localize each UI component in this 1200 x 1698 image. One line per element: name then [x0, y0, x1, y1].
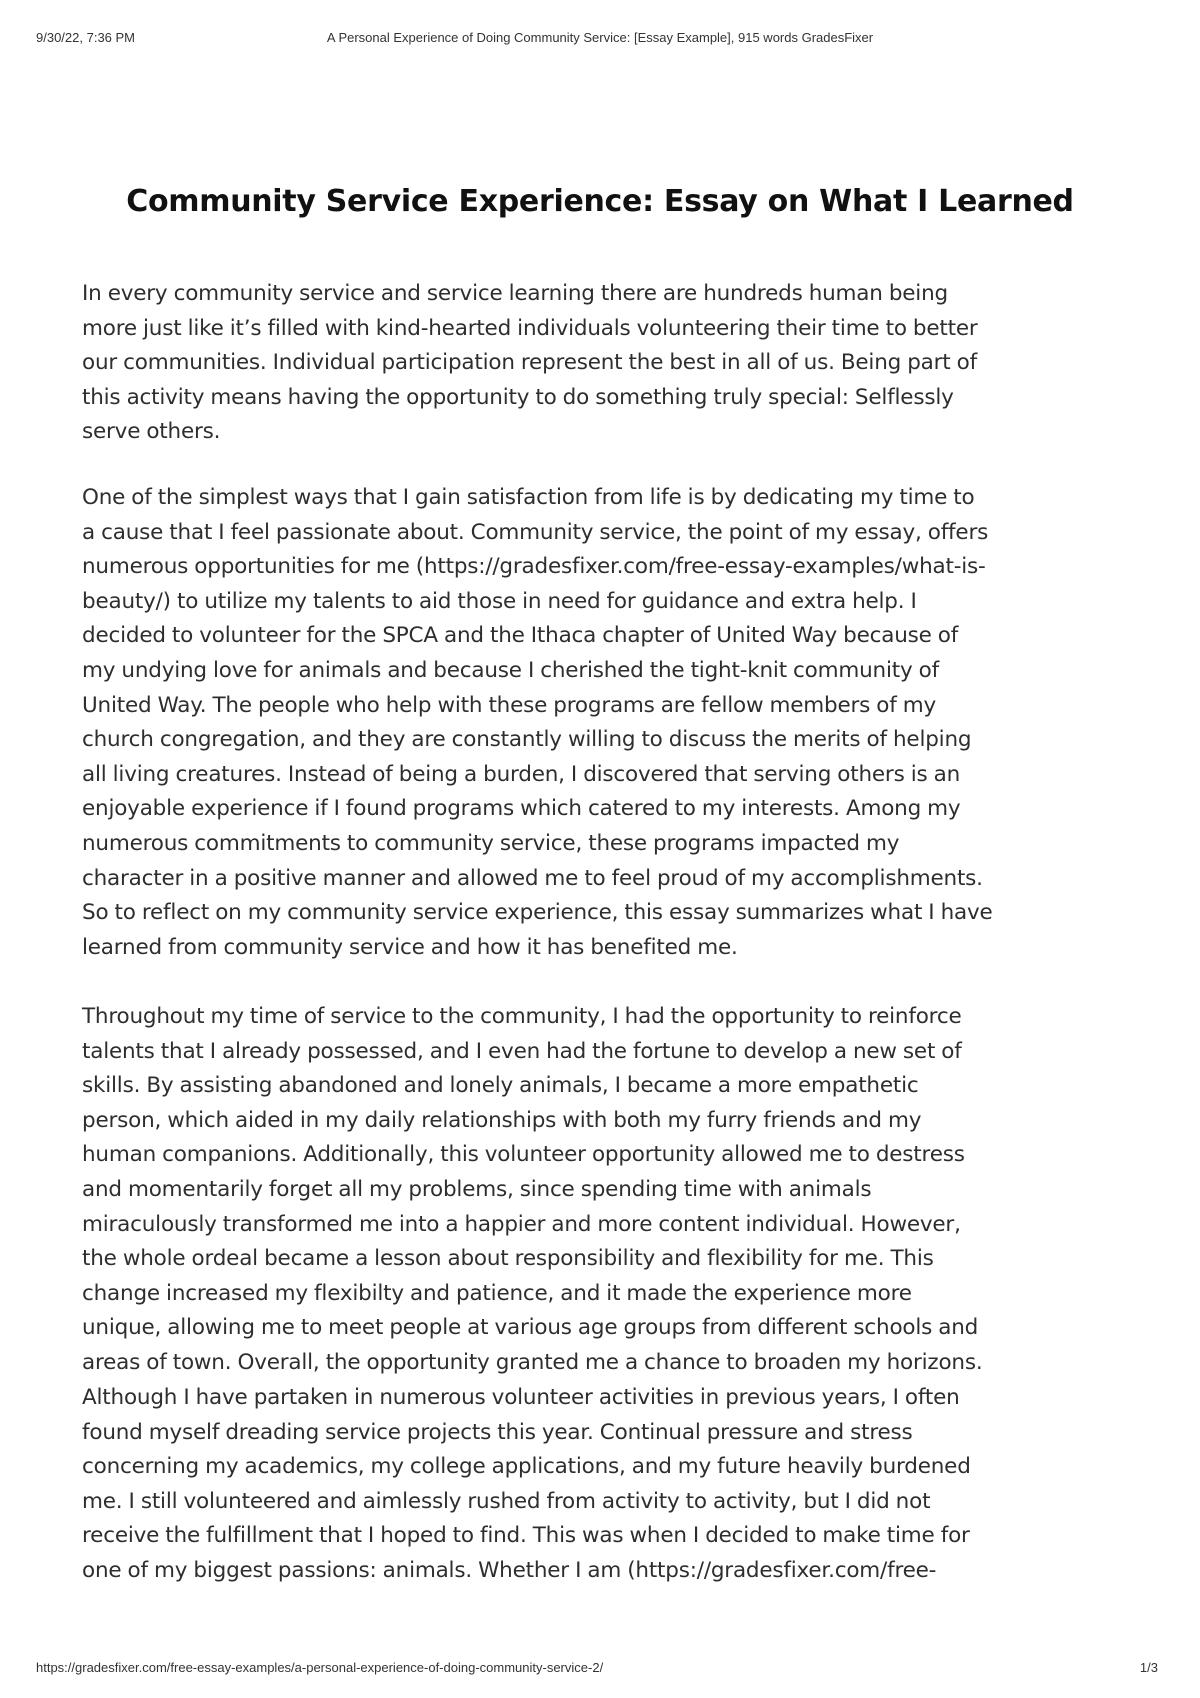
print-datetime: 9/30/22, 7:36 PM	[36, 30, 136, 45]
essay-line: our communities. Individual participation represent the best in all of us. Being part of	[82, 350, 977, 376]
essay-link-line[interactable]: one of my biggest passions: animals. Whether I am (https://gradesfixer.com/free-	[82, 1557, 937, 1583]
essay-line: human companions. Additionally, this volunteer opportunity allowed me to destress	[82, 1142, 965, 1168]
essay-line: One of the simplest ways that I gain satisfaction from life is by dedicating my time to	[82, 485, 975, 510]
essay-line: miraculously transformed me into a happier and more content individual. However,	[82, 1211, 961, 1237]
essay-paragraph-3	[82, 1000, 982, 1381]
essay-line: found myself dreading service projects this year. Continual pressure and stress	[82, 1419, 913, 1445]
essay-paragraph-4	[82, 1381, 971, 1589]
essay-line: Although I have partaken in numerous volunteer activities in previous years, I often	[82, 1385, 960, 1410]
essay-line: areas of town. Overall, the opportunity granted me a chance to broaden my horizons.	[82, 1349, 983, 1375]
essay-line: So to reflect on my community service experience, this essay summarizes what I have	[82, 900, 993, 926]
essay-line: talents that I already possessed, and I even had the fortune to develop a new set of	[82, 1038, 962, 1064]
essay-line: change increased my flexibilty and patience, and it made the experience more	[82, 1280, 912, 1306]
print-document-title: A Personal Experience of Doing Community Service: [Essay Example], 915 words GradesFixer	[326, 30, 874, 45]
essay-line: In every community service and service learning there are hundreds human being	[82, 281, 948, 306]
essay-line: my undying love for animals and because I cherished the tight-knit community of	[82, 657, 939, 683]
essay-line: character in a positive manner and allowed me to feel proud of my accomplishments.	[82, 865, 983, 891]
essay-paragraph-2	[82, 481, 993, 965]
essay-line: concerning my academics, my college applications, and my future heavily burdened	[82, 1454, 971, 1480]
essay-link-line[interactable]: beauty/) to utilize my talents to aid those in need for guidance and extra help. I	[82, 588, 917, 614]
page-number: 1/3	[1139, 1660, 1158, 1675]
essay-line: person, which aided in my daily relationships with both my furry friends and my	[82, 1107, 922, 1133]
essay-paragraph-1	[82, 277, 978, 450]
essay-line: decided to volunteer for the SPCA and the Ithaca chapter of United Way because of	[82, 623, 959, 649]
essay-line: more just like it’s filled with kind-hearted individuals volunteering their time to better	[82, 315, 978, 341]
print-footer	[0, 1660, 1200, 1680]
essay-line: and momentarily forget all my problems, since spending time with animals	[82, 1176, 872, 1202]
essay-line: the whole ordeal became a lesson about responsibility and flexibility for me. This	[82, 1246, 934, 1272]
essay-line: a cause that I feel passionate about. Community service, the point of my essay, offers	[82, 519, 989, 545]
essay-line: all living creatures. Instead of being a burden, I discovered that serving others is an	[82, 761, 961, 787]
essay-line: this activity means having the opportunity to do something truly special: Selflessly	[82, 384, 954, 410]
essay-title: Community Service Experience: Essay on What I Learned	[126, 184, 1074, 219]
essay-line: United Way. The people who help with these programs are fellow members of my	[82, 692, 937, 718]
essay-line: numerous commitments to community service, these programs impacted my	[82, 830, 900, 856]
essay-line: unique, allowing me to meet people at various age groups from different schools and	[82, 1315, 979, 1341]
essay-link-line[interactable]: numerous opportunities for me (https://gradesfixer.com/free-essay-examples/what-is-	[82, 554, 986, 580]
essay-line: learned from community service and how it has benefited me.	[82, 934, 738, 960]
essay-line: enjoyable experience if I found programs which catered to my interests. Among my	[82, 796, 961, 822]
page-url[interactable]: https://gradesfixer.com/free-essay-examples/a-personal-experience-of-doing-community-service-2/	[36, 1660, 604, 1675]
essay-line: serve others.	[82, 419, 221, 445]
essay-line: Throughout my time of service to the community, I had the opportunity to reinforce	[82, 1004, 962, 1029]
essay-line: church congregation, and they are constantly willing to discuss the merits of helping	[82, 727, 972, 753]
essay-line: receive the fulfillment that I hoped to find. This was when I decided to make time for	[82, 1523, 970, 1549]
essay-line: skills. By assisting abandoned and lonely animals, I became a more empathetic	[82, 1073, 919, 1099]
essay-line: me. I still volunteered and aimlessly rushed from activity to activity, but I did not	[82, 1488, 931, 1514]
print-header	[0, 30, 1200, 50]
